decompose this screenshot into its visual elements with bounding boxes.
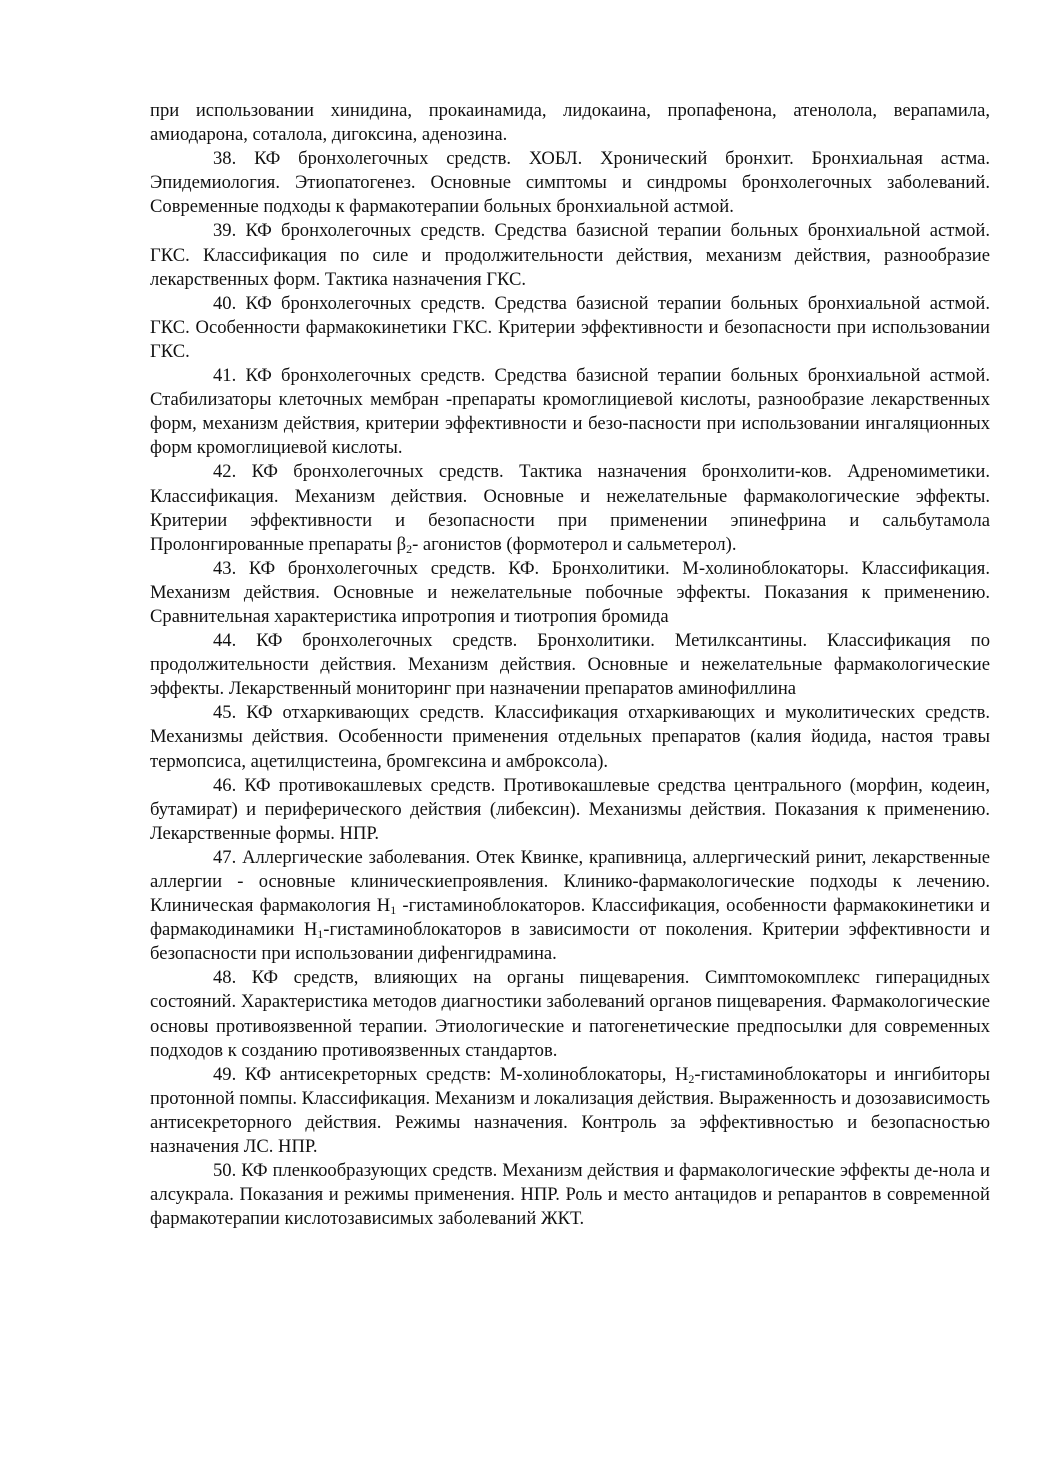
numbered-paragraph-41 <box>150 364 990 460</box>
numbered-paragraph-49 <box>150 1063 990 1159</box>
paragraph-text: КФ средств, влияющих на органы пищеварения. Симптомокомплекс гиперацидных состояний. Характеристика методов диагностики заболеваний органов пищеварения. Фармакологические основы противоязвенной терапии. Этиологические и патогенетические предпосылки для современных подходов к созданию противоязвенных стандартов. <box>150 967 990 1061</box>
paragraph-text: КФ бронхолегочных средств. Средства базисной терапии больных бронхиальной астмой. ГКС. Классификация по силе и продолжительности действия, механизм действия, разнообразие лекарственных форм. Тактика назначения ГКС. <box>150 220 990 290</box>
paragraph-text: КФ отхаркивающих средств. Классификация отхаркивающих и муколитических средств. Механизмы действия. Особенности применения отдельных препаратов (калия йодида, настоя травы термопсиса, ацетилцистеина, бромгексина и амброксола). <box>150 702 990 772</box>
paragraph-number: 38. <box>213 148 237 170</box>
paragraph-text: КФ противокашлевых средств. Противокашлевые средства центрального (морфин, кодеин, бутамират) и периферического действия (либексин). Механизмы действия. Показания к применению. Лекарственные формы. НПР. <box>150 774 990 844</box>
paragraph-continuation <box>150 99 990 147</box>
numbered-paragraph-39 <box>150 219 990 291</box>
numbered-paragraph-47 <box>150 846 990 966</box>
paragraph-number: 47. <box>213 846 237 868</box>
paragraph-text: КФ бронхолегочных средств. Тактика назначения бронхолити-ков. Адреномиметики. Классификация. Механизм действия. Основные и нежелательные фармакологические эффекты. Критерии эффективности и безопасности при применении эпинефрина и сальбутамола Пролонгированные препараты $\beta_2-$ агонистов (формотерол и сальметерол). <box>150 461 990 556</box>
numbered-paragraph-45 <box>150 701 990 773</box>
paragraph-number: 48. <box>213 967 237 989</box>
paragraph-number: 39. <box>213 220 237 242</box>
paragraph-text: КФ антисекреторных средств: М-холиноблокаторы, $H_2$-гистаминоблокаторы и ингибиторы протонной помпы. Классификация. Механизм и локализация действия. Выраженность и дозозависимость антисекреторного действия. Режимы назначения. Контроль за эффективностью и безопасностью назначения ЛС. НПР. <box>150 1063 990 1158</box>
paragraph-number: 45. <box>213 702 237 724</box>
paragraph-text: Аллергические заболевания. Отек Квинке, крапивница, аллергический ринит, лекарственные аллергии - основные клиническиепроявления. Клинико-фармакологические подходы к лечению. Клиническая фармакология $H_1$ -гистаминоблокаторов. Классификация, особенности фармакокинетики и фармакодинамики $H_1$-гистаминоблокаторов в зависимости от поколения. Критерии эффективности и безопасности при использовании дифенгидрамина. <box>150 846 990 965</box>
paragraph-text: КФ бронхолегочных средств. Средства базисной терапии больных бронхиальной астмой. Стабилизаторы клеточных мембран -препараты кромоглициевой кислоты, разнообразие лекарственных форм, механизм действия, критерии эффективности и безо-пасности при использовании ингаляционных форм кромоглициевой кислоты. <box>150 365 990 459</box>
paragraph-text: КФ бронхолегочных средств. ХОБЛ. Хронический бронхит. Бронхиальная астма. Эпидемиология. Этиопатогенез. Основные симптомы и синдромы бронхолегочных заболеваний. Современные подходы к фармакотерапии больных бронхиальной астмой. <box>150 148 990 218</box>
numbered-paragraph-38 <box>150 147 990 219</box>
numbered-paragraph-40 <box>150 292 990 364</box>
paragraph-number: 50. <box>213 1160 237 1182</box>
paragraph-text: при использовании хинидина, прокаинамида, лидокаина, пропафенона, атенолола, верапамила, амиодарона, соталола, дигоксина, аденозина. <box>150 100 990 146</box>
numbered-paragraph-48 <box>150 966 990 1062</box>
numbered-paragraph-46 <box>150 774 990 846</box>
numbered-paragraph-50 <box>150 1159 990 1231</box>
paragraph-number: 40. <box>213 292 237 314</box>
numbered-paragraph-44 <box>150 629 990 701</box>
paragraph-number: 43. <box>213 557 237 579</box>
paragraph-number: 41. <box>213 365 237 387</box>
paragraph-number: 44. <box>213 630 237 652</box>
paragraph-text: КФ бронхолегочных средств. КФ. Бронхолитики. М-холиноблокаторы. Классификация. Механизм действия. Основные и нежелательные побочные эффекты. Показания к применению. Сравнительная характеристика ипротропия и тиотропия бромида <box>150 557 990 627</box>
numbered-paragraph-43 <box>150 557 990 629</box>
paragraph-text: КФ бронхолегочных средств. Бронхолитики. Метилксантины. Классификация по продолжительности действия. Механизм действия. Основные и нежелательные фармакологические эффекты. Лекарственный мониторинг при назначении препаратов аминофиллина <box>150 630 990 700</box>
paragraph-number: 42. <box>213 461 237 483</box>
paragraph-text: КФ пленкообразующих средств. Механизм действия и фармакологические эффекты де-нола и алсукрала. Показания и режимы применения. НПР. Роль и место антацидов и репарантов в современной фармакотерапии кислотозависимых заболеваний ЖКТ. <box>150 1160 990 1230</box>
numbered-paragraph-42 <box>150 460 990 556</box>
paragraph-number: 49. <box>213 1063 237 1085</box>
paragraph-text: КФ бронхолегочных средств. Средства базисной терапии больных бронхиальной астмой. ГКС. Особенности фармакокинетики ГКС. Критерии эффективности и безопасности при использовании ГКС. <box>150 292 990 362</box>
paragraph-number: 46. <box>213 774 237 796</box>
